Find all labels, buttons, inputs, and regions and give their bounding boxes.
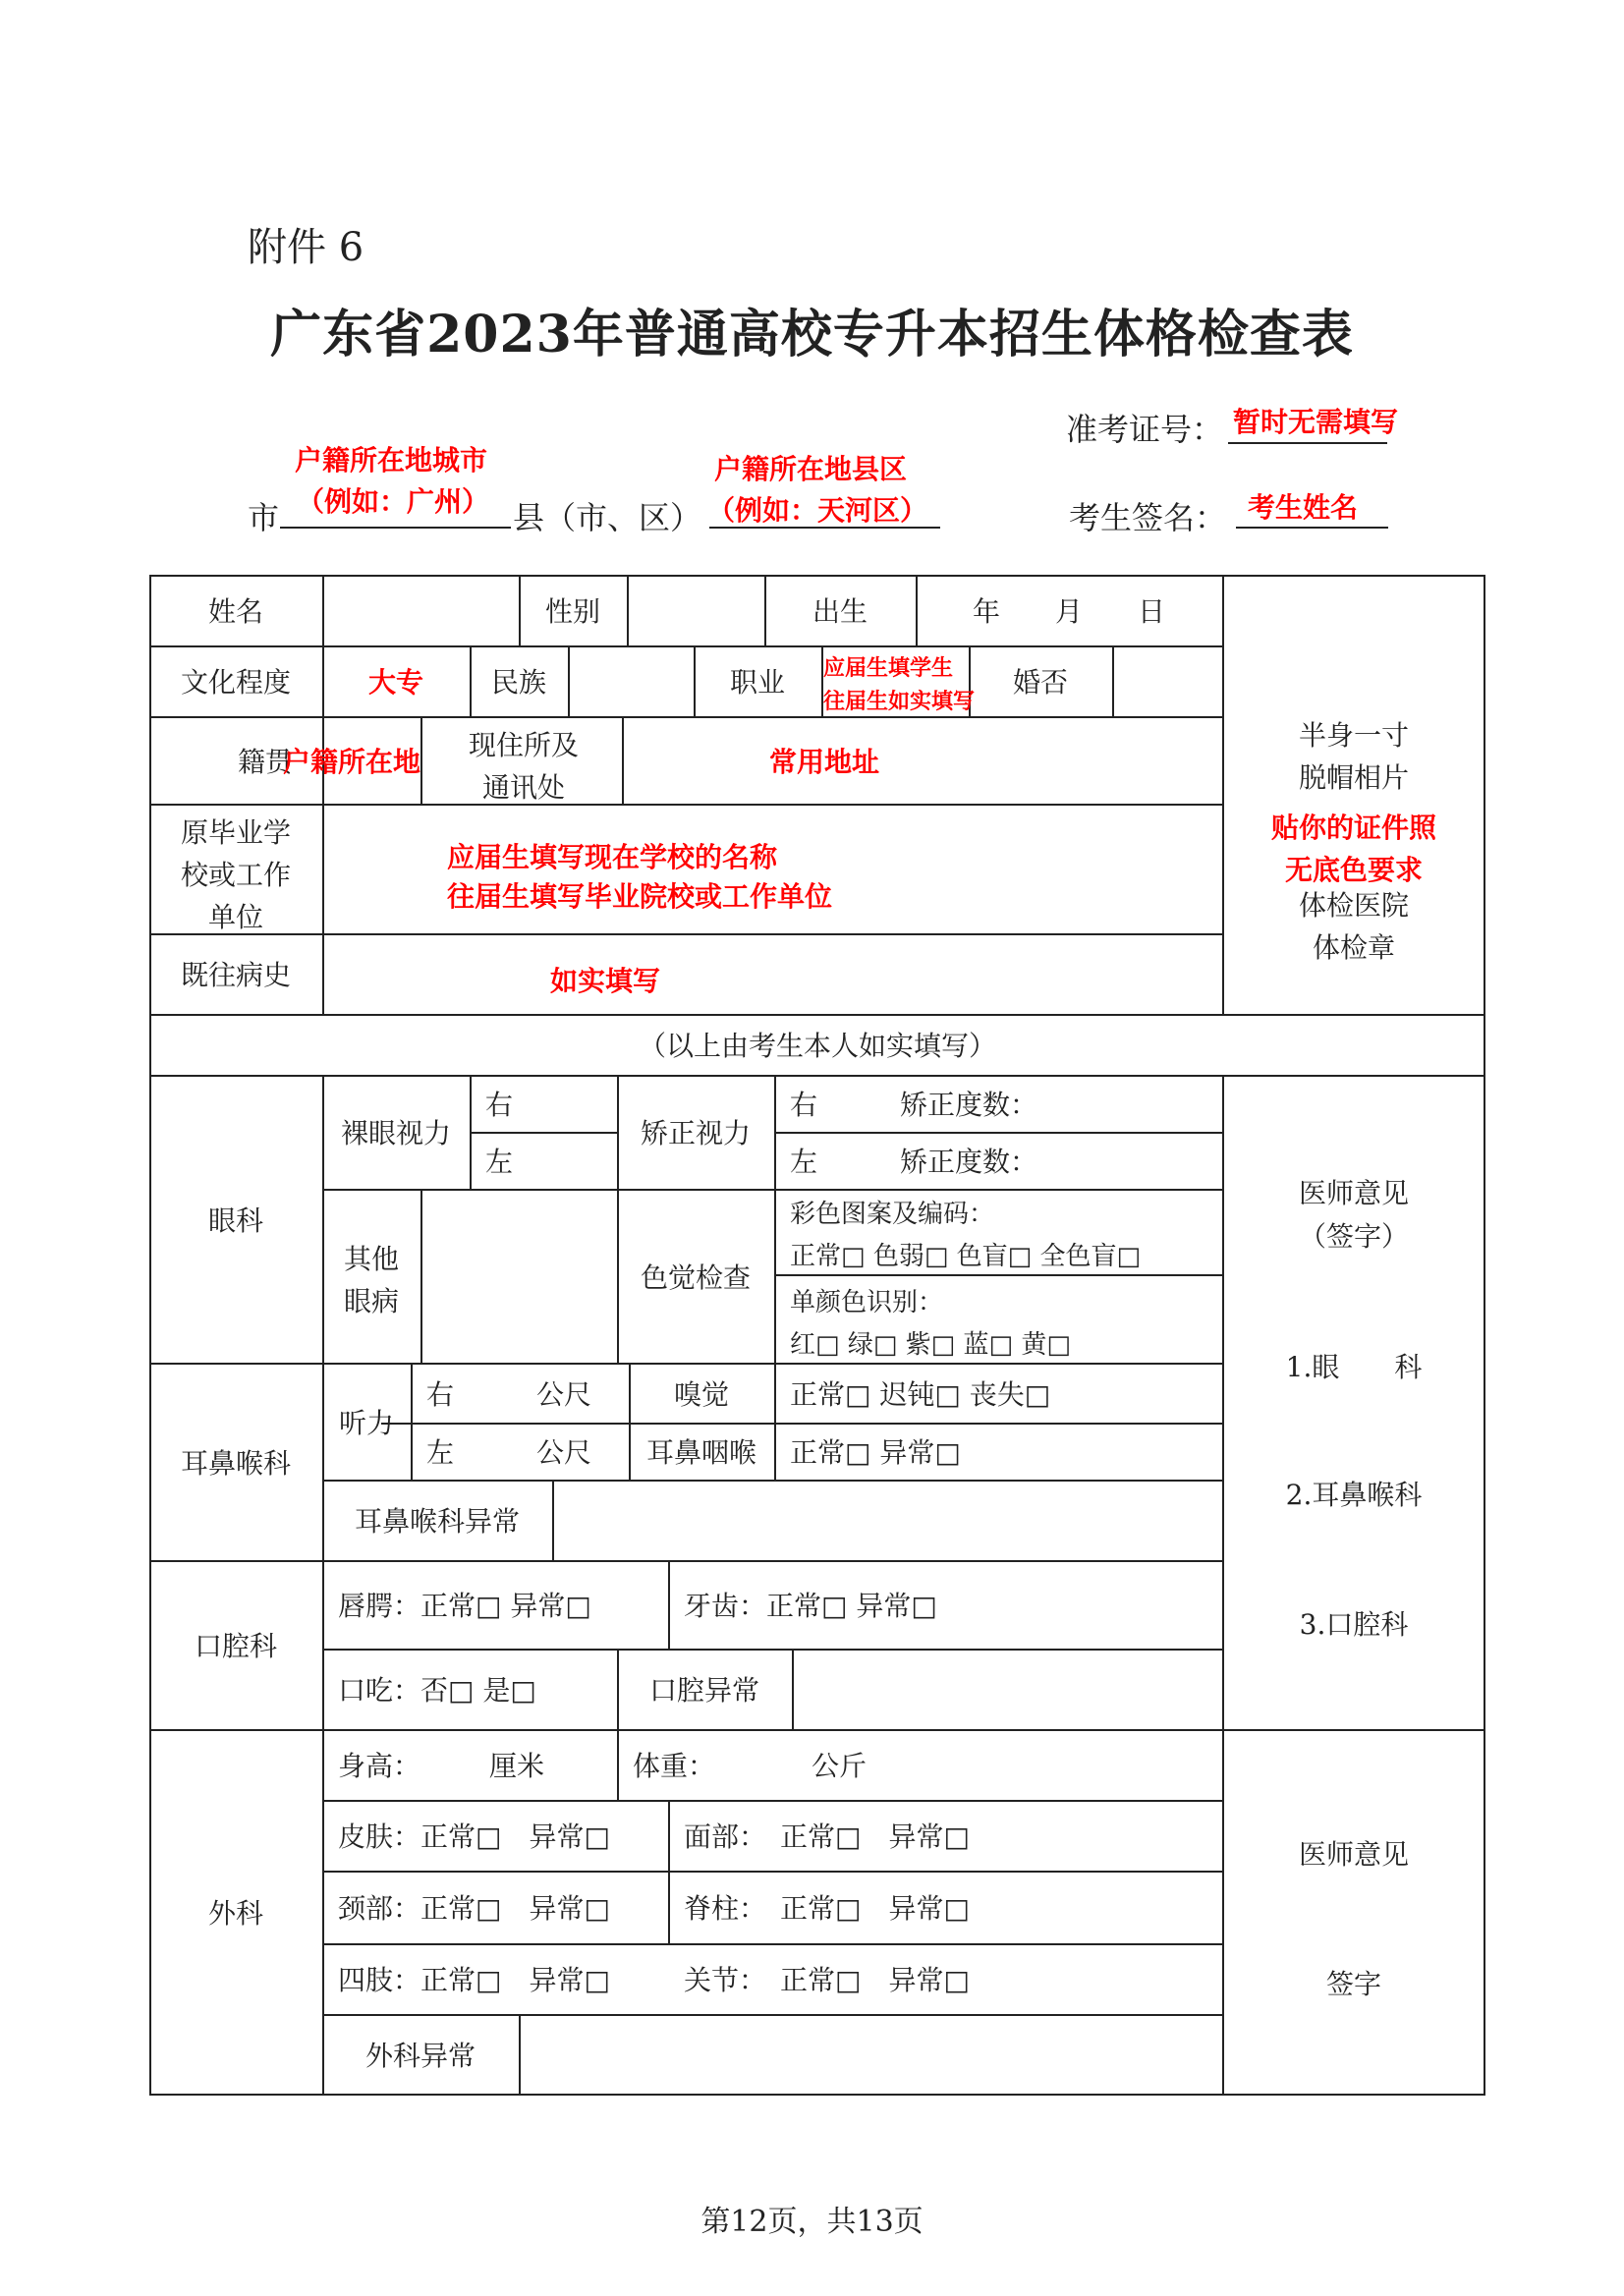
other-eye-label-1: 其他 <box>343 1243 399 1275</box>
marital-field[interactable] <box>1114 647 1220 714</box>
occupation-note-2: 往届生如实填写 <box>823 690 976 714</box>
photo-note-1: 贴你的证件照 <box>1270 812 1436 844</box>
corrected-vision-label: 矫正视力 <box>640 1117 751 1149</box>
ent-abnormal-field[interactable] <box>554 1482 1220 1558</box>
city-note-2: （例如：广州） <box>297 485 490 518</box>
signature-note: 考生姓名 <box>1248 491 1359 524</box>
address-label-1: 现住所及 <box>468 729 579 761</box>
address-value[interactable]: 常用地址 <box>768 746 879 778</box>
occupation-note-1: 应届生填学生 <box>823 656 954 681</box>
ent-abnormal-label: 耳鼻喉科异常 <box>354 1505 520 1538</box>
ethnicity-label: 民族 <box>490 666 546 699</box>
eye-section-label: 眼科 <box>207 1204 263 1237</box>
signature-label: 考生签名： <box>1069 499 1227 536</box>
photo-text-3: 体检医院 <box>1298 889 1409 922</box>
surgery-sign-label: 签字 <box>1325 1968 1381 2000</box>
surgery-abnormal-field[interactable] <box>521 2016 1220 2092</box>
other-eye-field[interactable] <box>422 1191 615 1361</box>
photo-text-2: 脱帽相片 <box>1298 761 1409 794</box>
smell-options[interactable]: 正常□ 迟钝□ 丧失□ <box>790 1377 1051 1411</box>
smell-label: 嗅觉 <box>673 1377 729 1411</box>
height-field[interactable]: 身高： 厘米 <box>338 1750 545 1782</box>
naked-vision-label: 裸眼视力 <box>340 1117 451 1149</box>
oral-abnormal-label: 口腔异常 <box>648 1674 759 1707</box>
city-underline <box>280 527 511 529</box>
naked-right-label: 右 <box>485 1089 514 1121</box>
education-value[interactable]: 大专 <box>367 666 423 699</box>
school-label-3: 单位 <box>207 901 263 933</box>
throat-options[interactable]: 正常□ 异常□ <box>790 1436 961 1469</box>
page-footer: 第12页，共13页 <box>700 2205 924 2239</box>
city-note-1: 户籍所在地城市 <box>295 444 488 476</box>
spine-options[interactable]: 脊柱： 正常□ 异常□ <box>684 1892 970 1925</box>
admission-note: 暂时无需填写 <box>1233 406 1399 438</box>
photo-text-4: 体检章 <box>1312 931 1395 964</box>
other-eye-label-2: 眼病 <box>343 1285 399 1317</box>
color-check-label: 色觉检查 <box>640 1260 751 1294</box>
native-value[interactable]: 户籍所在地 <box>282 745 420 778</box>
gender-field[interactable] <box>629 577 762 644</box>
history-label: 既往病史 <box>180 959 291 991</box>
birth-date-field[interactable]: 年 月 日 <box>972 595 1165 628</box>
lips-options[interactable]: 唇腭：正常□ 异常□ <box>338 1590 591 1622</box>
school-value-2[interactable]: 往届生填写毕业院校或工作单位 <box>447 880 833 913</box>
surgery-abnormal-label: 外科异常 <box>364 2039 476 2072</box>
history-value[interactable]: 如实填写 <box>550 965 661 997</box>
self-fill-note: （以上由考生本人如实填写） <box>638 1030 996 1062</box>
gender-label: 性别 <box>544 595 600 628</box>
school-value-1[interactable]: 应届生填写现在学校的名称 <box>447 841 778 873</box>
doctor-opinion-label: 医师意见 <box>1298 1177 1409 1209</box>
right-correct-label: 右 矫正度数： <box>790 1089 1038 1121</box>
throat-label: 耳鼻咽喉 <box>645 1436 756 1469</box>
skin-options[interactable]: 皮肤：正常□ 异常□ <box>338 1820 610 1853</box>
color-pattern-options[interactable]: 正常□ 色弱□ 色盲□ 全色盲□ <box>790 1242 1142 1271</box>
doctor-sign-label: （签字） <box>1298 1220 1409 1253</box>
oral-section-label: 口腔科 <box>194 1630 277 1662</box>
naked-left-label: 左 <box>485 1146 514 1178</box>
school-label-1: 原毕业学 <box>180 816 291 849</box>
opinion-item-eye: 1.眼 科 <box>1285 1351 1423 1383</box>
school-label-2: 校或工作 <box>180 859 291 891</box>
color-pattern-label: 彩色图案及编码： <box>790 1200 995 1229</box>
education-label: 文化程度 <box>180 666 291 699</box>
teeth-options[interactable]: 牙齿：正常□ 异常□ <box>684 1590 937 1622</box>
photo-text-1: 半身一寸 <box>1298 719 1409 752</box>
ent-section-label: 耳鼻喉科 <box>180 1446 291 1480</box>
mono-color-label: 单颜色识别： <box>790 1288 944 1317</box>
neck-options[interactable]: 颈部：正常□ 异常□ <box>338 1892 610 1925</box>
opinion-item-ent: 2.耳鼻喉科 <box>1285 1479 1423 1511</box>
address-label-2: 通讯处 <box>481 771 565 804</box>
face-options[interactable]: 面部： 正常□ 异常□ <box>684 1820 970 1853</box>
name-label: 姓名 <box>207 595 263 628</box>
hearing-label: 听力 <box>338 1406 394 1439</box>
photo-note-2: 无底色要求 <box>1284 854 1423 886</box>
opinion-item-oral: 3.口腔科 <box>1299 1608 1409 1641</box>
name-field[interactable] <box>324 577 517 644</box>
page-title: 广东省2023年普通高校专升本招生体格检查表 <box>270 305 1354 364</box>
hearing-left: 左 公尺 <box>426 1436 592 1469</box>
attachment-label: 附件 6 <box>248 225 364 270</box>
native-label: 籍贯 <box>237 745 293 778</box>
admission-label: 准考证号： <box>1066 411 1224 448</box>
left-correct-label: 左 矫正度数： <box>790 1146 1038 1178</box>
city-label: 市 <box>248 499 280 536</box>
ethnicity-field[interactable] <box>570 647 694 714</box>
weight-field[interactable]: 体重： 公斤 <box>633 1750 868 1782</box>
birth-label: 出生 <box>812 595 868 628</box>
county-note-1: 户籍所在地县区 <box>714 453 908 485</box>
signature-underline <box>1236 527 1388 529</box>
mono-color-options[interactable]: 红□ 绿□ 紫□ 蓝□ 黄□ <box>790 1330 1071 1360</box>
hearing-right: 右 公尺 <box>426 1377 592 1411</box>
occupation-label: 职业 <box>729 666 785 699</box>
joints-options[interactable]: 关节： 正常□ 异常□ <box>684 1964 970 1996</box>
marital-label: 婚否 <box>1012 666 1068 699</box>
surgery-opinion-label: 医师意见 <box>1298 1838 1409 1871</box>
stutter-options[interactable]: 口吃：否□ 是□ <box>338 1674 536 1707</box>
oral-abnormal-field[interactable] <box>794 1651 1220 1727</box>
admission-underline <box>1228 442 1387 444</box>
limbs-options[interactable]: 四肢：正常□ 异常□ <box>338 1964 610 1996</box>
county-note-2: （例如：天河区） <box>707 494 928 527</box>
county-underline <box>709 527 940 529</box>
surgery-section-label: 外科 <box>207 1896 263 1930</box>
county-label: 县（市、区） <box>513 499 702 536</box>
